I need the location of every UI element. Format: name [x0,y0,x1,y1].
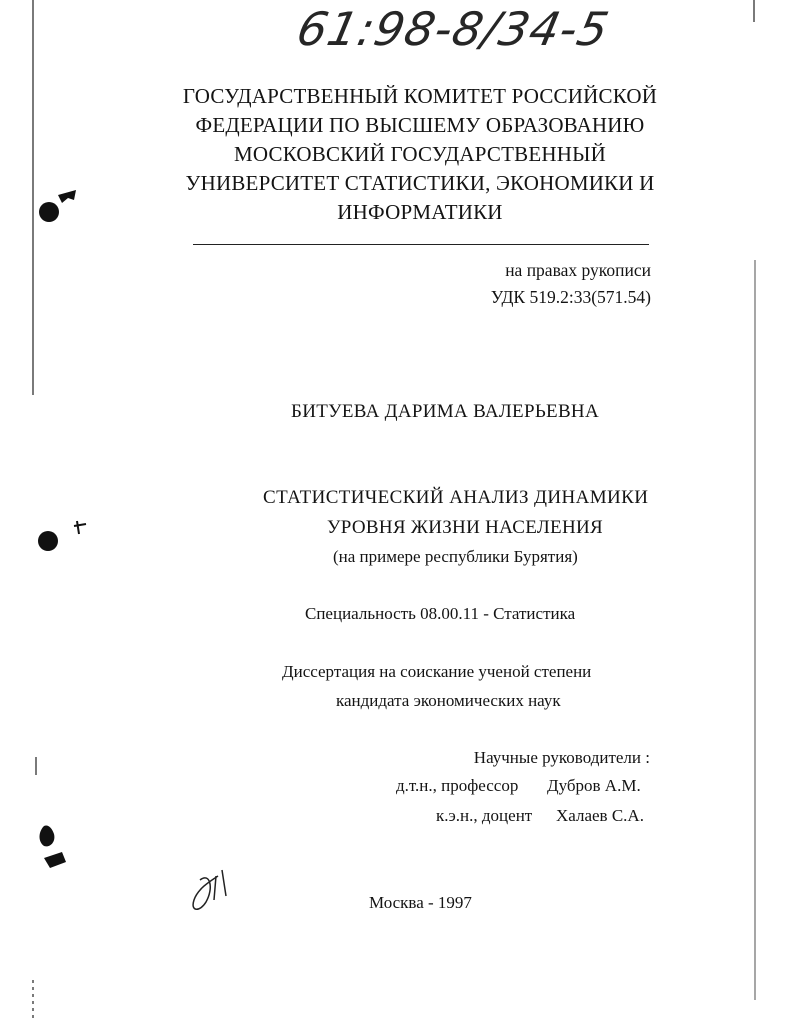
supervisor-1-title: д.т.н., профессор [396,776,519,795]
thesis-title-line-1: СТАТИСТИЧЕСКИЙ АНАЛИЗ ДИНАМИКИ [263,487,649,508]
punch-hole-mark [38,531,58,551]
specialty: Специальность 08.00.11 - Статистика [305,604,576,623]
ink-blot-mark [44,852,66,868]
author-name: БИТУЕВА ДАРИМА ВАЛЕРЬЕВНА [291,401,599,422]
organization-line-3: МОСКОВСКИЙ ГОСУДАРСТВЕННЫЙ [234,142,606,166]
supervisor-1-name: Дубров А.М. [547,776,641,795]
supervisors-label: Научные руководители : [473,748,650,767]
place-and-year: Москва - 1997 [369,893,472,912]
punch-hole-mark [39,202,59,222]
rights-note: на правах рукописи [505,260,651,280]
organization-line-1: ГОСУДАРСТВЕННЫЙ КОМИТЕТ РОССИЙСКОЙ [182,84,658,108]
supervisor-2-name: Халаев С.А. [556,806,644,825]
dissertation-line-1: Диссертация на соискание ученой степени [282,662,592,681]
ink-blot-mark [40,825,55,846]
ink-blot-mark [58,190,76,203]
dissertation-line-2: кандидата экономических наук [336,691,561,710]
thesis-subtitle: (на примере республики Бурятия) [333,547,578,566]
handwritten-archive-code: 61:98-8/34-5 [292,2,615,56]
organization-line-5: ИНФОРМАТИКИ [337,200,503,224]
supervisor-2-title: к.э.н., доцент [436,806,533,825]
organization-line-2: ФЕДЕРАЦИИ ПО ВЫСШЕМУ ОБРАЗОВАНИЮ [195,113,645,137]
organization-line-4: УНИВЕРСИТЕТ СТАТИСТИКИ, ЭКОНОМИКИ И [185,171,655,195]
signature-mark [193,870,226,909]
ink-scratch-mark [74,521,86,534]
thesis-title-line-2: УРОВНЯ ЖИЗНИ НАСЕЛЕНИЯ [327,517,603,538]
udc-code: УДК 519.2:33(571.54) [490,287,651,307]
